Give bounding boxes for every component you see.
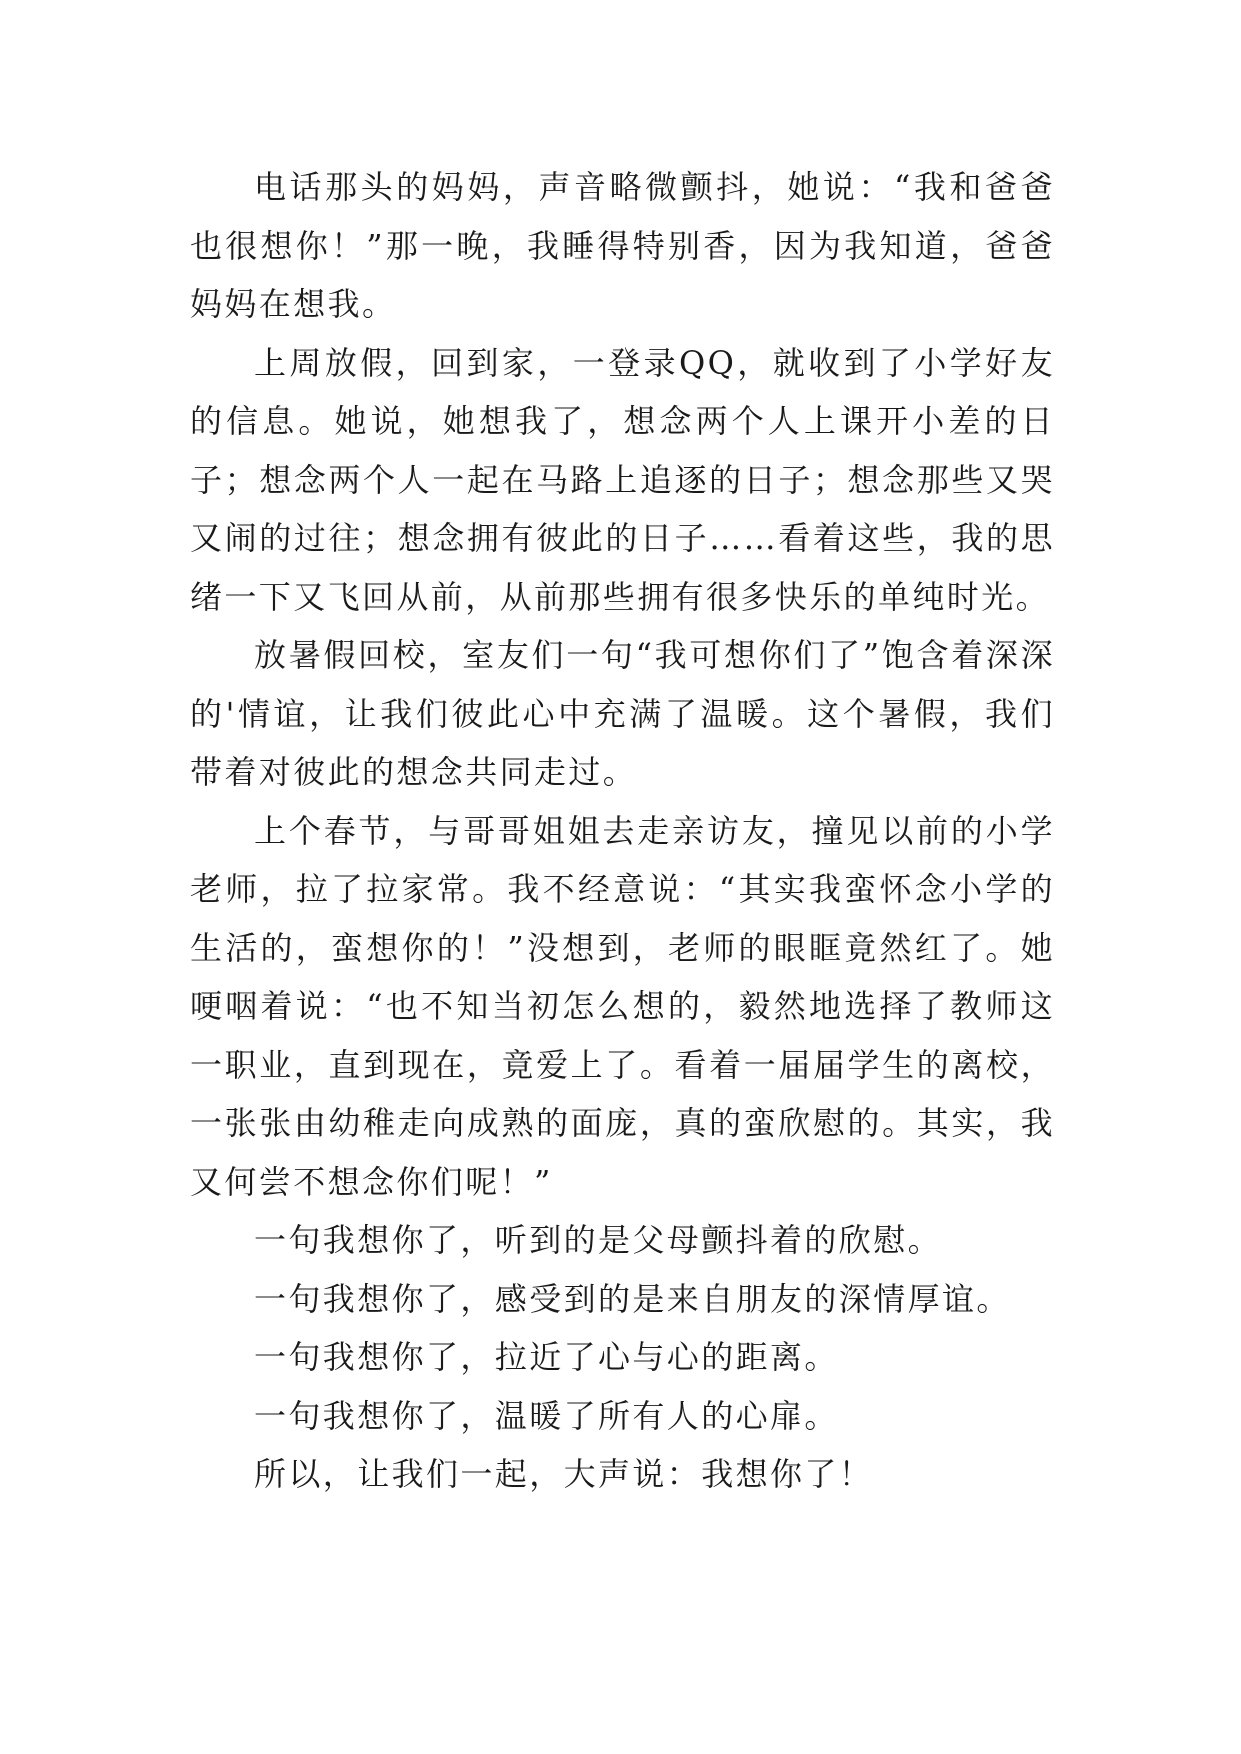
paragraph: 放暑假回校，室友们一句“我可想你们了”饱含着深深的'情谊，让我们彼此心中充满了温暖。这个暑假，我们带着对彼此的想念共同走过。: [190, 636, 1055, 791]
paragraph: 一句我想你了，听到的是父母颤抖着的欣慰。: [254, 1221, 943, 1259]
paragraph: 上个春节，与哥哥姐姐去走亲访友，撞见以前的小学老师，拉了拉家常。我不经意说：“其实我蛮怀念小学的生活的，蛮想你的！”没想到，老师的眼眶竟然红了。她哽咽着说：“也不知当初怎么想的，毅然地选择了教师这一职业，直到现在，竟爱上了。看着一届届学生的离校，一张张由幼稚走向成熟的面庞，真的蛮欣慰的。其实，我又何尝不想念你们呢！”: [190, 811, 1055, 1201]
paragraph: 一句我想你了，拉近了心与心的距离。: [254, 1338, 839, 1376]
document-body: [190, 158, 1055, 1504]
paragraph: 一句我想你了，感受到的是来自朋友的深情厚谊。: [254, 1279, 1011, 1318]
paragraph: 所以，让我们一起，大声说：我想你了！: [254, 1455, 874, 1493]
paragraph: 上周放假，回到家，一登录QQ，就收到了小学好友的信息。她说，她想我了，想念两个人上课开小差的日子；想念两个人一起在马路上追逐的日子；想念那些又哭又闹的过往；想念拥有彼此的日子……看着这些，我的思绪一下又飞回从前，从前那些拥有很多快乐的单纯时光。: [190, 343, 1055, 616]
paragraph: 一句我想你了，温暖了所有人的心扉。: [254, 1396, 839, 1435]
paragraph: 电话那头的妈妈，声音略微颤抖，她说：“我和爸爸也很想你！”那一晚，我睡得特别香，因为我知道，爸爸妈妈在想我。: [190, 168, 1055, 323]
